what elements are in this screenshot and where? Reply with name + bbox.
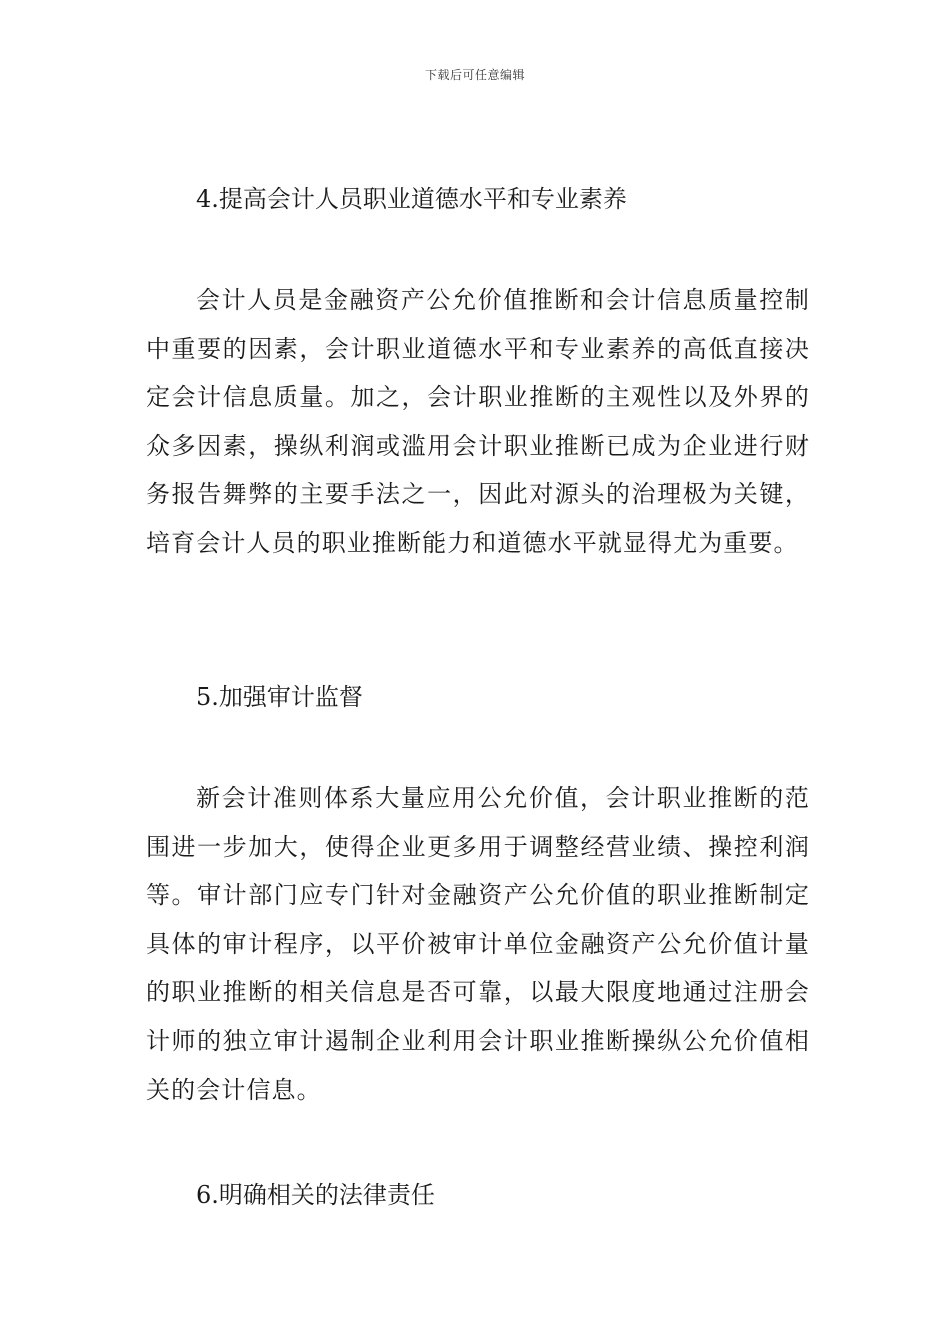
section-heading-6: 6.明确相关的法律责任 [196, 1181, 435, 1209]
section-heading-4: 4.提高会计人员职业道德水平和专业素养 [196, 185, 627, 213]
section-heading-5: 5.加强审计监督 [196, 683, 363, 711]
section-paragraph-4: 会计人员是金融资产公允价值推断和会计信息质量控制中重要的因素，会计职业道德水平和专业素养的高低直接决定会计信息质量。加之，会计职业推断的主观性以及外界的众多因素，操纵利润或滥用会计职业推断已成为企业进行财务报告舞弊的主要手法之一，因此对源头的治理极为关键，培育会计人员的职业推断能力和道德水平就显得尤为重要。 [146, 286, 810, 557]
page-header: 下载后可任意编辑 [424, 68, 525, 82]
section-paragraph-5: 新会计准则体系大量应用公允价值，会计职业推断的范围进一步加大，使得企业更多用于调整经营业绩、操控利润等。审计部门应专门针对金融资产公允价值的职业推断制定具体的审计程序，以平价被审计单位金融资产公允价值计量的职业推断的相关信息是否可靠，以最大限度地通过注册会计师的独立审计遏制企业利用会计职业推断操纵公允价值相关的会计信息。 [146, 784, 810, 1104]
